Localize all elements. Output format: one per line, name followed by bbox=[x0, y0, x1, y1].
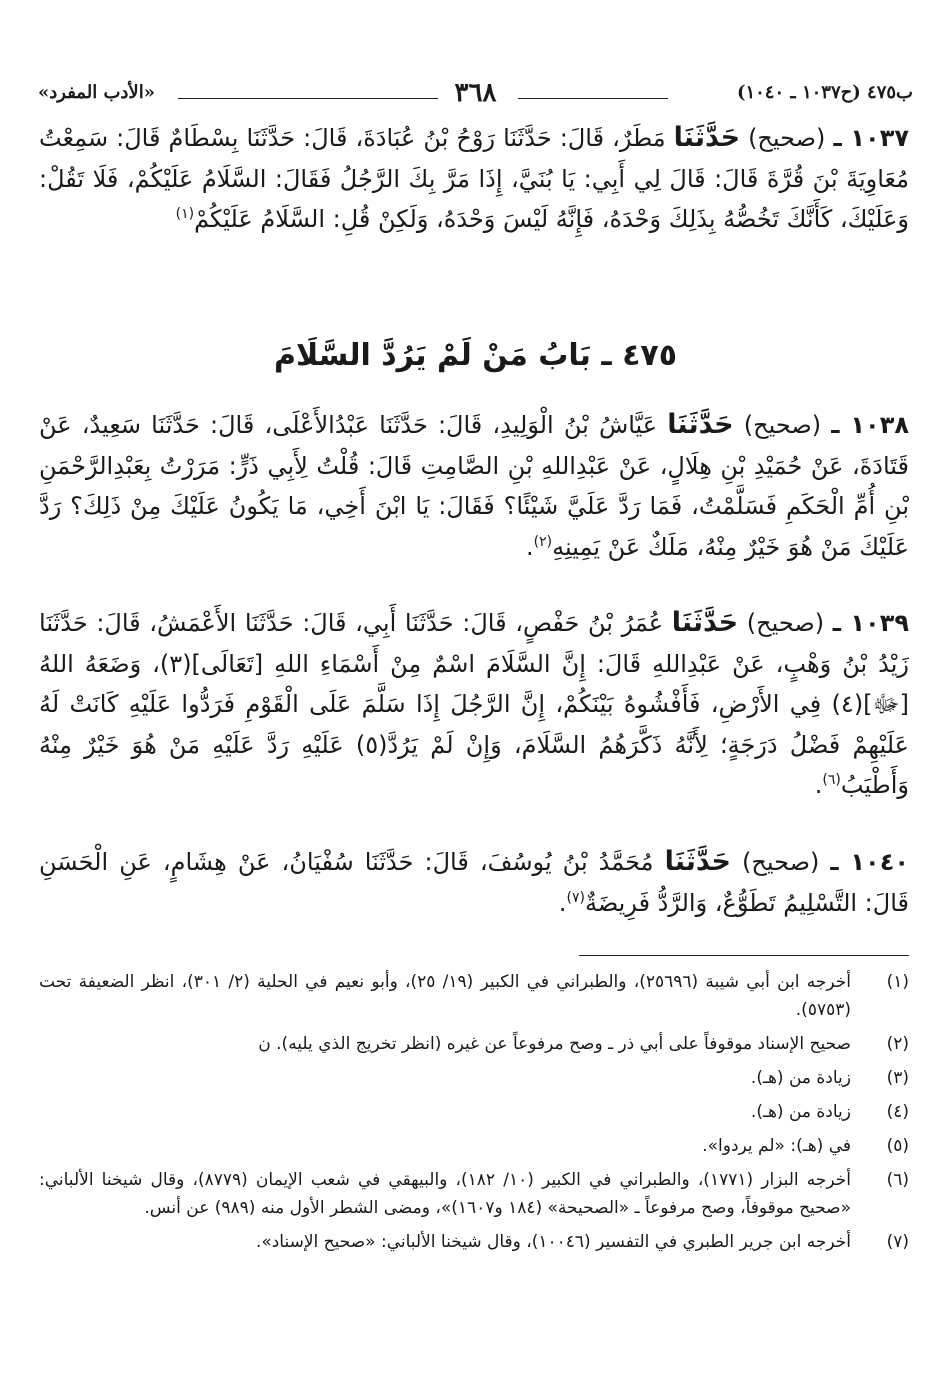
page-number: ٣٦٨ bbox=[454, 78, 497, 108]
hadith-text: عُمَرُ بْنُ حَفْصٍ، قَالَ: حَدَّثَنَا أَبِي، قَالَ: حَدَّثَنَا الأَعْمَشُ، قَالَ: حَدَّثَنَا زَيْدُ بْنُ وَهْبٍ، عَنْ عَبْدِاللهِ قَالَ: إِنَّ السَّلَامَ اسْمٌ مِنْ أَسْمَاءِ اللهِ [تَعَالَى](٣)، وَضَعَهُ اللهُ [ﷻ](٤) فِي الأَرْضِ، فَأَفْشُوهُ بَيْنَكُمْ، إِنَّ الرَّجُلَ إِذَا سَلَّمَ عَلَى الْقَوْمِ فَرَدُّوا عَلَيْهِ كَانَتْ لَهُ عَلَيْهِمْ فَضْلُ دَرَجَةٍ؛ لِأَنَّهُ ذَكَّرَهُمُ السَّلَامَ، وَإِنْ لَمْ يَرُدَّ(٥) عَلَيْهِ رَدَّ عَلَيْهِ مَنْ هُوَ خَيْرٌ مِنْهُ وَأَطْيَبُ bbox=[39, 609, 910, 799]
footnote bbox=[39, 1132, 909, 1160]
hadith-lead: حَدَّثَنَا bbox=[667, 409, 734, 440]
footnote bbox=[39, 1098, 909, 1126]
hadith-end: . bbox=[526, 532, 534, 561]
footnote-ref: (١) bbox=[175, 206, 195, 222]
hadith-text: مُحَمَّدُ بْنُ يُوسُفَ، قَالَ: حَدَّثَنَا سُفْيَانُ، عَنْ هِشَامٍ، عَنِ الْحَسَنِ قَالَ: التَّسْلِيمُ تَطَوُّعٌ، وَالرَّدُّ فَرِيضَةٌ bbox=[39, 848, 909, 917]
footnote-text: أخرجه البزار (١٧٧١)، والطبراني في الكبير (١٠/ ١٨٢)، والبيهقي في شعب الإيمان (٨٧٧٩)، وقال شيخنا الألباني: «صحيح موقوفاً، وصح مرفوعاً ـ «الصحيحة» (١٨٤ و١٦٠٧)»، ومضى الشطر الأول منه (٩٨٩) عن أنس. bbox=[39, 1170, 851, 1218]
hadith-lead: حَدَّثَنَا bbox=[664, 846, 731, 877]
footnote bbox=[39, 968, 909, 1024]
hadith-end: . bbox=[558, 888, 567, 917]
footnote-separator bbox=[579, 955, 909, 956]
footnote-ref: (٧) bbox=[566, 889, 585, 906]
footnote-text: أخرجه ابن أبي شيبة (٢٥٦٩٦)، والطبراني في الكبير (١٩/ ٢٥)، وأبو نعيم في الحلية (٢/ ٣٠١)، انظر الضعيفة تحت (٥٧٥٣). bbox=[39, 972, 852, 1020]
footnote-number: (٧) bbox=[886, 1232, 909, 1252]
footnote-number: (٣) bbox=[886, 1068, 909, 1088]
hadith-number: ١٠٤٠ ـ bbox=[830, 848, 909, 876]
footnote bbox=[39, 1064, 909, 1092]
footnote-text: زيادة من (هـ). bbox=[750, 1102, 851, 1122]
hadith-1039 bbox=[39, 603, 909, 806]
footnote-number: (١) bbox=[886, 972, 909, 992]
footnote-ref: (٢) bbox=[533, 533, 553, 550]
footnote-ref: (٦) bbox=[822, 772, 841, 788]
hadith-lead: حَدَّثَنَا bbox=[671, 607, 739, 638]
footnote-text: زيادة من (هـ). bbox=[750, 1068, 851, 1088]
hadith-grade: (صحيح) bbox=[746, 609, 825, 637]
header-book-title: «الأدب المفرد» bbox=[38, 82, 155, 103]
footnote-text: صحيح الإسناد موقوفاً على أبي ذر ـ وصح مرفوعاً عن غيره (انظر تخريج الذي يليه). ن bbox=[258, 1034, 851, 1054]
hadith-end: . bbox=[814, 771, 823, 799]
hadith-grade: (صحيح) bbox=[748, 124, 826, 152]
footnote bbox=[39, 1030, 909, 1058]
hadith-number: ١٠٣٧ ـ bbox=[833, 124, 909, 152]
running-header bbox=[38, 80, 913, 110]
hadith-lead: حَدَّثَنَا bbox=[673, 122, 741, 153]
footnote bbox=[39, 1166, 909, 1222]
header-chapter-ref: ب٤٧٥ (ح١٠٣٧ ـ ١٠٤٠) bbox=[736, 82, 913, 103]
hadith-1040 bbox=[39, 842, 909, 923]
footnotes bbox=[39, 968, 909, 1262]
header-rule-right bbox=[518, 98, 668, 99]
footnote-number: (٤) bbox=[886, 1102, 909, 1122]
footnote-number: (٥) bbox=[886, 1136, 909, 1156]
header-rule-left bbox=[178, 98, 438, 99]
footnote-text: في (هـ): «لم يردوا». bbox=[702, 1136, 851, 1156]
footnote-number: (٢) bbox=[886, 1034, 909, 1054]
hadith-text: مَطَرٌ، قَالَ: حَدَّثَنَا رَوْحُ بْنُ عُبَادَةَ، قَالَ: حَدَّثَنَا بِسْطَامٌ قَالَ: سَمِعْتُ مُعَاوِيَةَ بْنَ قُرَّةَ قَالَ: قَالَ لِي أَبِي: يَا بُنَيَّ، إِذَا مَرَّ بِكَ الرَّجُلُ فَقَالَ: السَّلَامُ عَلَيْكُمْ، فَلَا تَقُلْ: وَعَلَيْكَ، كَأَنَّكَ تَخُصُّهُ بِذَلِكَ وَحْدَهُ، فَإِنَّهُ لَيْسَ وَحْدَهُ، وَلَكِنْ قُلِ: السَّلَامُ عَلَيْكُمْ bbox=[39, 124, 909, 233]
hadith-number: ١٠٣٨ ـ bbox=[831, 411, 909, 439]
hadith-number: ١٠٣٩ ـ bbox=[832, 609, 909, 637]
hadith-1038 bbox=[39, 405, 909, 567]
footnote-text: أخرجه ابن جرير الطبري في التفسير (١٠٠٤٦)، وقال شيخنا الألباني: «صحيح الإسناد». bbox=[255, 1232, 851, 1252]
hadith-1037 bbox=[39, 118, 909, 240]
hadith-grade: (صحيح) bbox=[742, 848, 820, 876]
hadith-grade: (صحيح) bbox=[743, 411, 822, 439]
footnote bbox=[39, 1228, 909, 1256]
chapter-title: ٤٧٥ ـ بَابُ مَنْ لَمْ يَرُدَّ السَّلَامَ bbox=[273, 338, 678, 373]
footnote-number: (٦) bbox=[886, 1170, 909, 1190]
hadith-text: عَيَّاشُ بْنُ الْوَلِيدِ، قَالَ: حَدَّثَنَا عَبْدُالأَعْلَى، قَالَ: حَدَّثَنَا سَعِيدٌ، عَنْ قَتَادَةَ، عَنْ حُمَيْدِ بْنِ هِلَالٍ، عَنْ عَبْدِاللهِ بْنِ الصَّامِتِ قَالَ: قُلْتُ لِأَبِي ذَرٍّ: مَرَرْتُ بِعَبْدِالرَّحْمَنِ بْنِ أُمِّ الْحَكَمِ فَسَلَّمْتُ، فَمَا رَدَّ عَلَيَّ شَيْئًا؟ فَقَالَ: يَا ابْنَ أَخِي، مَا يَكُونُ عَلَيْكَ مِنْ ذَلِكَ؟ رَدَّ عَلَيْكَ مَنْ هُوَ خَيْرٌ مِنْهُ، مَلَكٌ عَنْ يَمِينِهِ bbox=[39, 411, 909, 561]
